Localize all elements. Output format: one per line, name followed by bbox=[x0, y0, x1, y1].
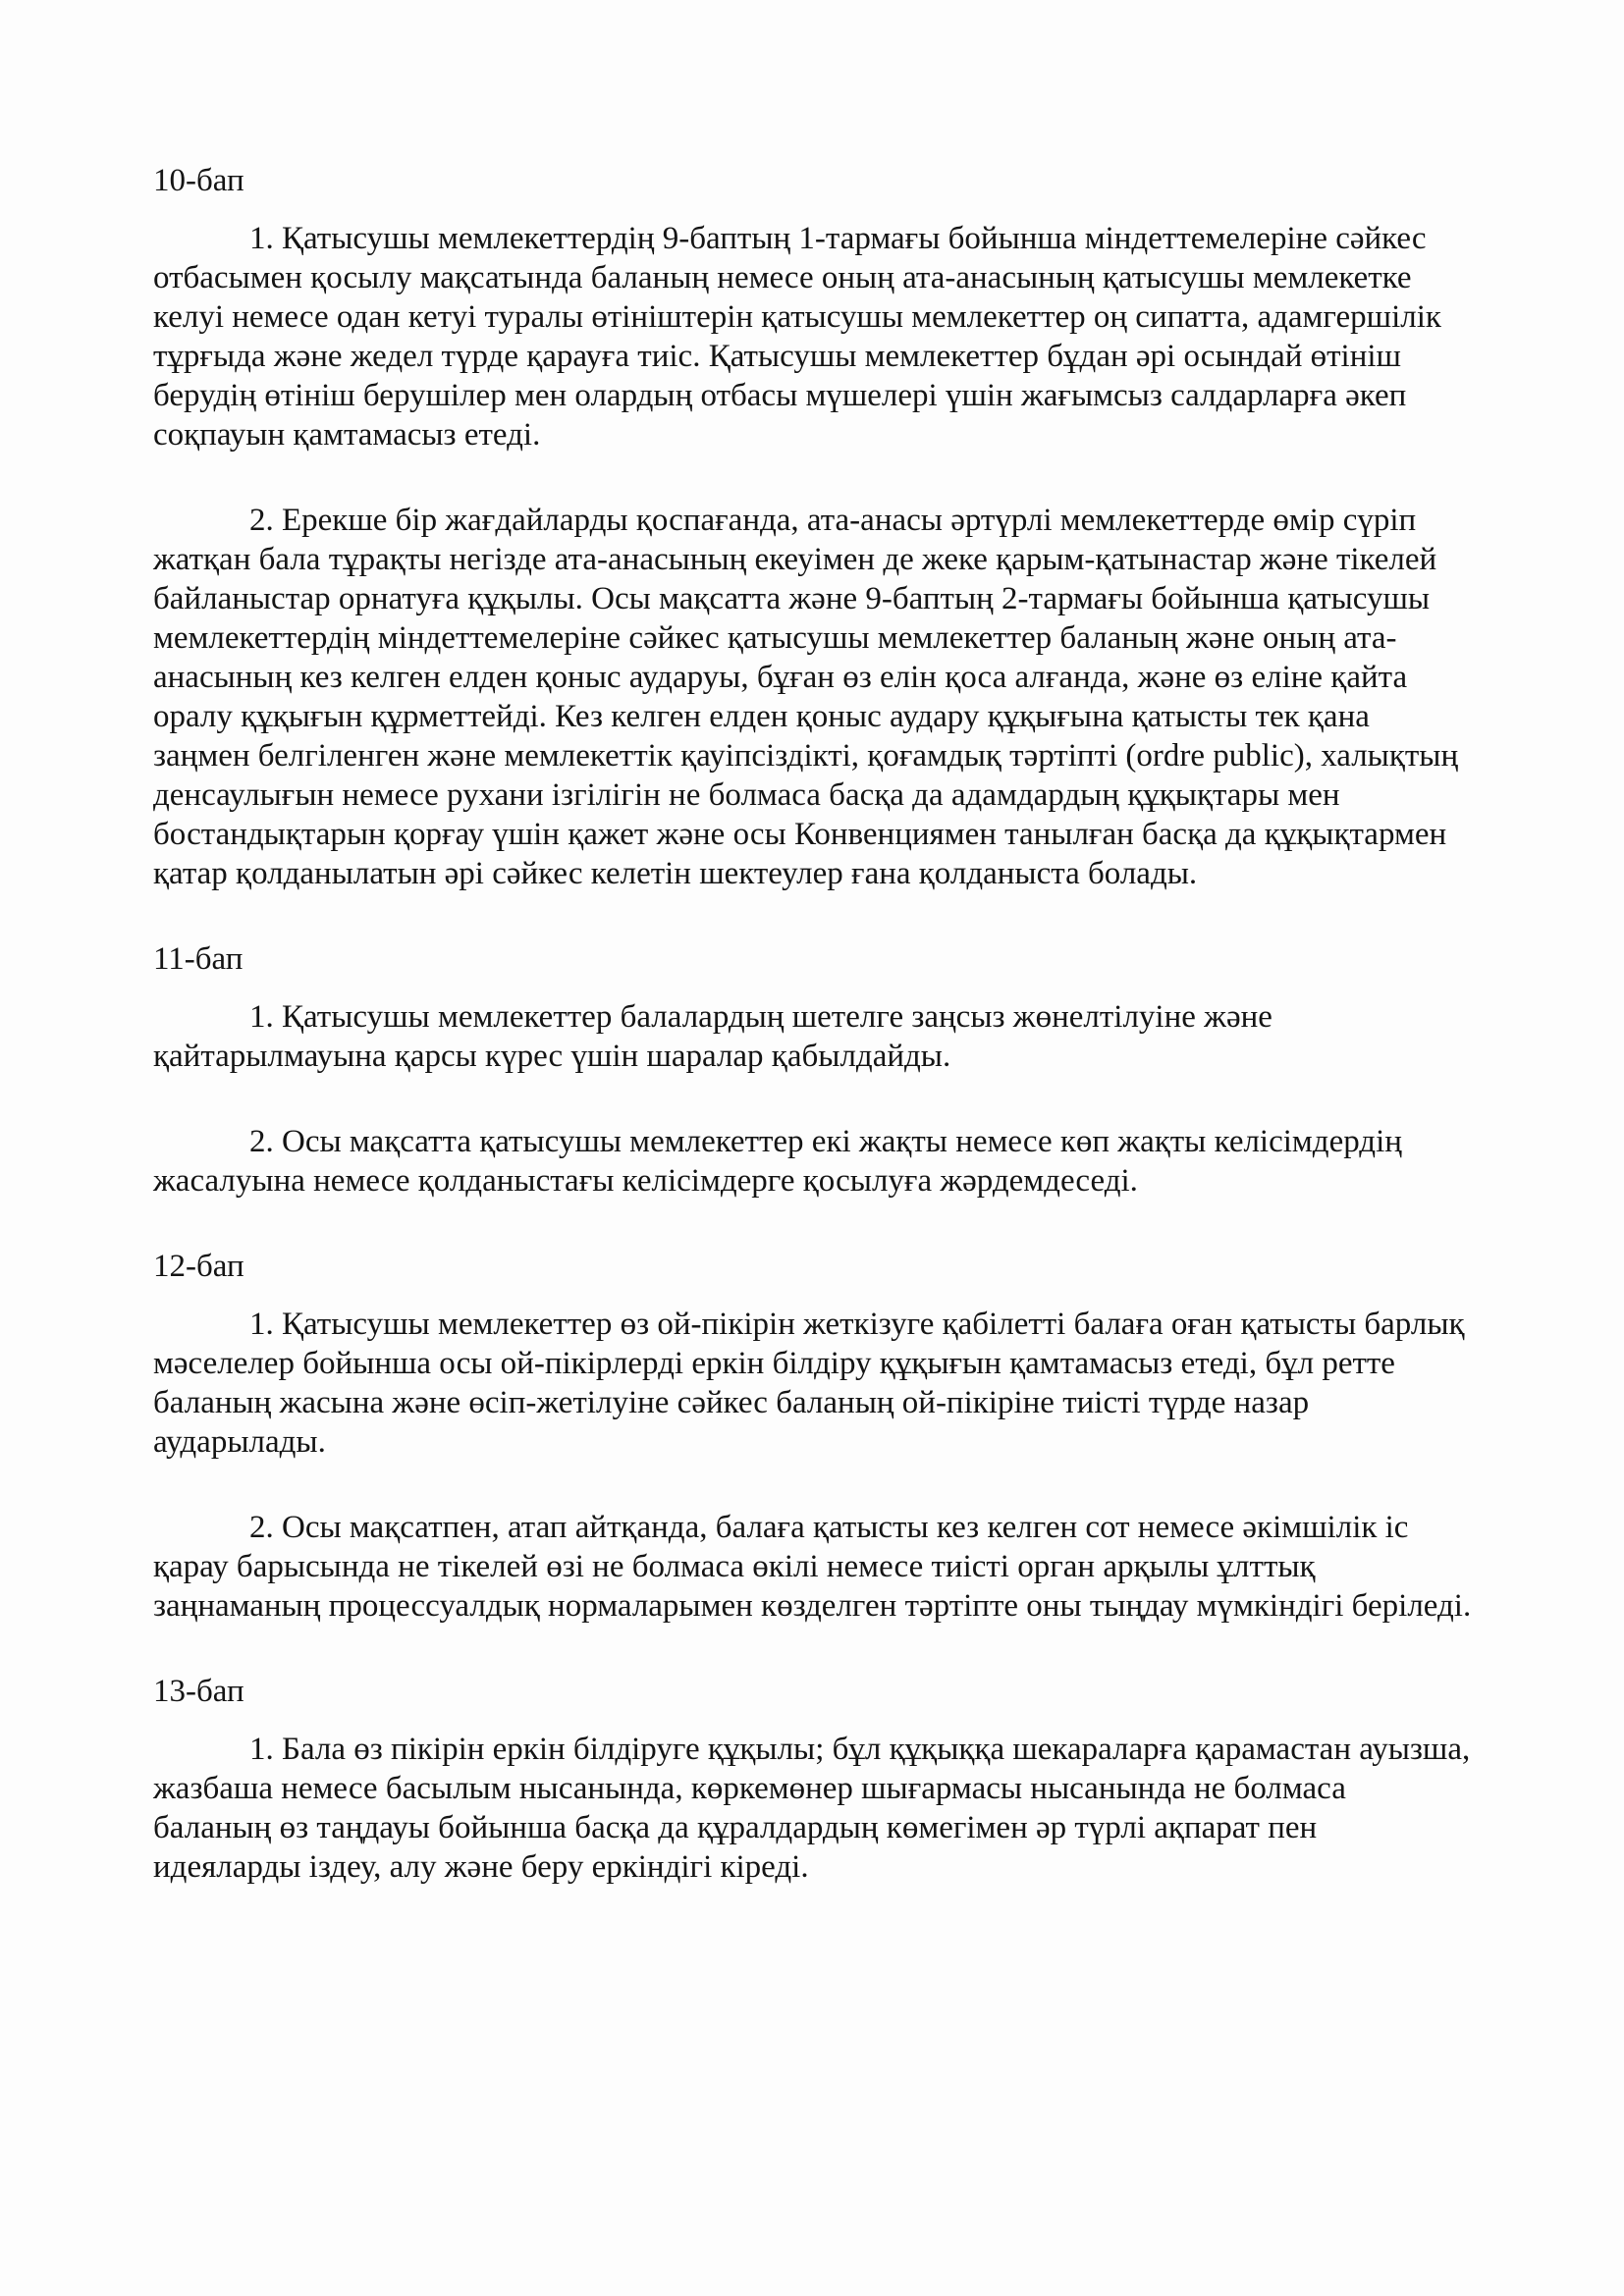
article-heading: 10-бап bbox=[153, 163, 244, 198]
article-section-11 bbox=[153, 939, 1472, 1201]
article-heading: 12-бап bbox=[153, 1249, 244, 1284]
article-heading: 13-бап bbox=[153, 1674, 244, 1709]
article-section-10 bbox=[153, 161, 1472, 893]
article-section-13 bbox=[153, 1672, 1472, 1887]
article-paragraph: 1. Қатысушы мемлекеттер өз ой-пікірін жеткізуге қабілетті балаға оған қатысты барлық мәселелер бойынша осы ой-пікірлерді еркін білдіру құқығын қамтамасыз етеді, бұл ретте баланың жасына және өсіп-жетілуіне сәйкес баланың ой-пікіріне тиісті түрде назар аударылады. bbox=[153, 1307, 1465, 1460]
article-section-12 bbox=[153, 1247, 1472, 1626]
article-paragraph: 1. Бала өз пікірін еркін білдіруге құқылы; бұл құқыққа шекараларға қарамастан ауызша, жазбаша немесе басылым нысанында, көркемөнер шығармасы нысанында не болмаса баланың өз таңдауы бойынша басқа да құралдардың көмегімен әр түрлі ақпарат пен идеяларды іздеу, алу және беру еркіндігі кіреді. bbox=[153, 1732, 1471, 1885]
article-paragraph: 2. Осы мақсатта қатысушы мемлекеттер екі жақты немесе көп жақты келісімдердің жасалуына немесе қолданыстағы келісімдерге қосылуға жәрдемдеседі. bbox=[153, 1124, 1402, 1199]
article-heading: 11-бап bbox=[153, 941, 244, 977]
article-paragraph: 1. Қатысушы мемлекеттердің 9-баптың 1-тармағы бойынша міндеттемелеріне сәйкес отбасымен қосылу мақсатында баланың немесе оның ата-анасының қатысушы мемлекетке келуі немесе одан кетуі туралы өтініштерін қатысушы мемлекеттер оң сипатта, адамгершілік тұрғыда және жедел түрде қарауға тиіс. Қатысушы мемлекеттер бұдан әрі осындай өтініш берудің өтініш берушілер мен олардың отбасы мүшелері үшін жағымсыз салдарларға әкеп соқпауын қамтамасыз етеді. bbox=[153, 221, 1441, 453]
article-paragraph: 1. Қатысушы мемлекеттер балалардың шетелге заңсыз жөнелтілуіне және қайтарылмауына қарсы күрес үшін шаралар қабылдайды. bbox=[153, 999, 1272, 1074]
article-paragraph: 2. Ерекше бір жағдайларды қоспағанда, ата-анасы әртүрлі мемлекеттерде өмір сүріп жатқан бала тұрақты негізде ата-анасының екеуімен де жеке қарым-қатынастар және тікелей байланыстар орнатуға құқылы. Осы мақсатта және 9-баптың 2-тармағы бойынша қатысушы мемлекеттердің міндеттемелеріне сәйкес қатысушы мемлекеттер баланың және оның ата-анасының кез келген елден қоныс аударуы, бұған өз елін қоса алғанда, және өз еліне қайта оралу құқығын құрметтейді. Кез келген елден қоныс аудару құқығына қатысты тек қана заңмен белгіленген және мемлекеттік қауіпсіздікті, қоғамдық тәртіпті (ordre public), халықтың денсаулығын немесе рухани ізгілігін не болмаса басқа да адамдардың құқықтары мен бостандықтарын қорғау үшін қажет және осы Конвенциямен танылған басқа да құқықтармен қатар қолданылатын әрі сәйкес келетін шектеулер ғана қолданыста болады. bbox=[153, 503, 1459, 891]
article-paragraph: 2. Осы мақсатпен, атап айтқанда, балаға қатысты кез келген сот немесе әкімшілік іс қарау барысында не тікелей өзі не болмаса өкілі немесе тиісті орган арқылы ұлттық заңнаманың процессуалдық нормаларымен көзделген тәртіпте оны тыңдау мүмкіндігі беріледі. bbox=[153, 1510, 1472, 1624]
